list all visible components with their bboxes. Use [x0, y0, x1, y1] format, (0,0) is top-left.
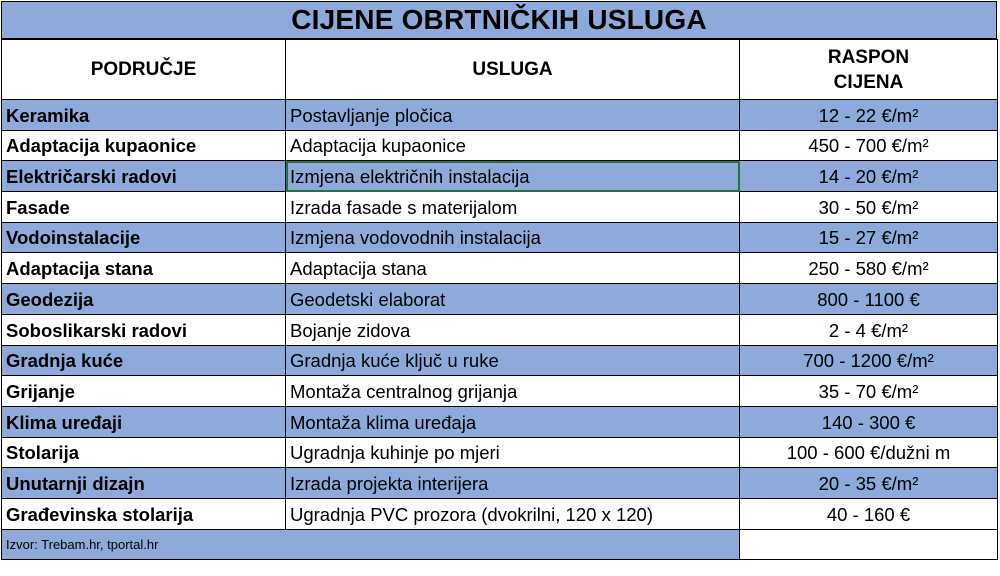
service-cell[interactable]: Izrada projekta interijera — [286, 468, 740, 499]
category-cell[interactable]: Keramika — [2, 100, 286, 131]
table-row — [2, 253, 998, 284]
table-row — [2, 284, 998, 315]
table-row — [2, 100, 998, 131]
category-cell[interactable]: Geodezija — [2, 284, 286, 315]
source-row — [2, 529, 998, 559]
service-cell[interactable]: Montaža centralnog grijanja — [286, 376, 740, 407]
category-cell[interactable]: Stolarija — [2, 437, 286, 468]
category-cell[interactable]: Soboslikarski radovi — [2, 314, 286, 345]
category-cell[interactable]: Vodoinstalacije — [2, 222, 286, 253]
price-cell[interactable]: 2 - 4 €/m² — [740, 314, 998, 345]
table-row — [2, 498, 998, 529]
table-row — [2, 437, 998, 468]
price-cell[interactable]: 800 - 1100 € — [740, 284, 998, 315]
table-row — [2, 130, 998, 161]
table-row — [2, 192, 998, 223]
table-row — [2, 376, 998, 407]
price-cell[interactable]: 14 - 20 €/m² — [740, 161, 998, 192]
category-cell[interactable]: Fasade — [2, 192, 286, 223]
table-row — [2, 345, 998, 376]
service-cell[interactable]: Gradnja kuće ključ u ruke — [286, 345, 740, 376]
header-service[interactable]: USLUGA — [286, 40, 740, 100]
price-cell[interactable]: 35 - 70 €/m² — [740, 376, 998, 407]
price-cell[interactable]: 40 - 160 € — [740, 498, 998, 529]
category-cell[interactable]: Unutarnji dizajn — [2, 468, 286, 499]
price-cell[interactable]: 250 - 580 €/m² — [740, 253, 998, 284]
price-cell[interactable]: 100 - 600 €/dužni m — [740, 437, 998, 468]
price-cell[interactable]: 15 - 27 €/m² — [740, 222, 998, 253]
empty-cell[interactable] — [740, 529, 998, 559]
service-cell[interactable]: Geodetski elaborat — [286, 284, 740, 315]
price-cell[interactable]: 12 - 22 €/m² — [740, 100, 998, 131]
service-cell[interactable]: Izrada fasade s materijalom — [286, 192, 740, 223]
header-price-line1: RASPON — [827, 46, 910, 68]
header-price-line2: CIJENA — [833, 71, 904, 93]
source-note[interactable]: Izvor: Trebam.hr, tportal.hr — [2, 529, 740, 559]
category-cell[interactable]: Grijanje — [2, 376, 286, 407]
category-cell[interactable]: Građevinska stolarija — [2, 498, 286, 529]
service-cell[interactable]: Montaža klima uređaja — [286, 406, 740, 437]
service-cell[interactable]: Adaptacija stana — [286, 253, 740, 284]
category-cell[interactable]: Klima uređaji — [2, 406, 286, 437]
service-cell[interactable]: Izmjena vodovodnih instalacija — [286, 222, 740, 253]
service-cell[interactable]: Ugradnja PVC prozora (dvokrilni, 120 x 120) — [286, 498, 740, 529]
service-cell[interactable]: Ugradnja kuhinje po mjeri — [286, 437, 740, 468]
category-cell[interactable]: Gradnja kuće — [2, 345, 286, 376]
table-row — [2, 406, 998, 437]
service-cell[interactable]: Izmjena električnih instalacija — [286, 161, 740, 192]
header-price[interactable] — [740, 40, 998, 100]
price-cell[interactable]: 140 - 300 € — [740, 406, 998, 437]
category-cell[interactable]: Adaptacija stana — [2, 253, 286, 284]
service-cell[interactable]: Postavljanje pločica — [286, 100, 740, 131]
table-row — [2, 222, 998, 253]
header-row — [2, 40, 998, 100]
category-cell[interactable]: Adaptacija kupaonice — [2, 130, 286, 161]
category-cell[interactable]: Električarski radovi — [2, 161, 286, 192]
price-cell[interactable]: 30 - 50 €/m² — [740, 192, 998, 223]
service-cell[interactable]: Bojanje zidova — [286, 314, 740, 345]
table-title: CIJENE OBRTNIČKIH USLUGA — [1, 1, 997, 39]
price-cell[interactable]: 700 - 1200 €/m² — [740, 345, 998, 376]
service-cell[interactable]: Adaptacija kupaonice — [286, 130, 740, 161]
services-table — [1, 39, 998, 560]
header-category[interactable]: PODRUČJE — [2, 40, 286, 100]
table-row — [2, 314, 998, 345]
table-row — [2, 468, 998, 499]
price-cell[interactable]: 20 - 35 €/m² — [740, 468, 998, 499]
table-row — [2, 161, 998, 192]
price-cell[interactable]: 450 - 700 €/m² — [740, 130, 998, 161]
